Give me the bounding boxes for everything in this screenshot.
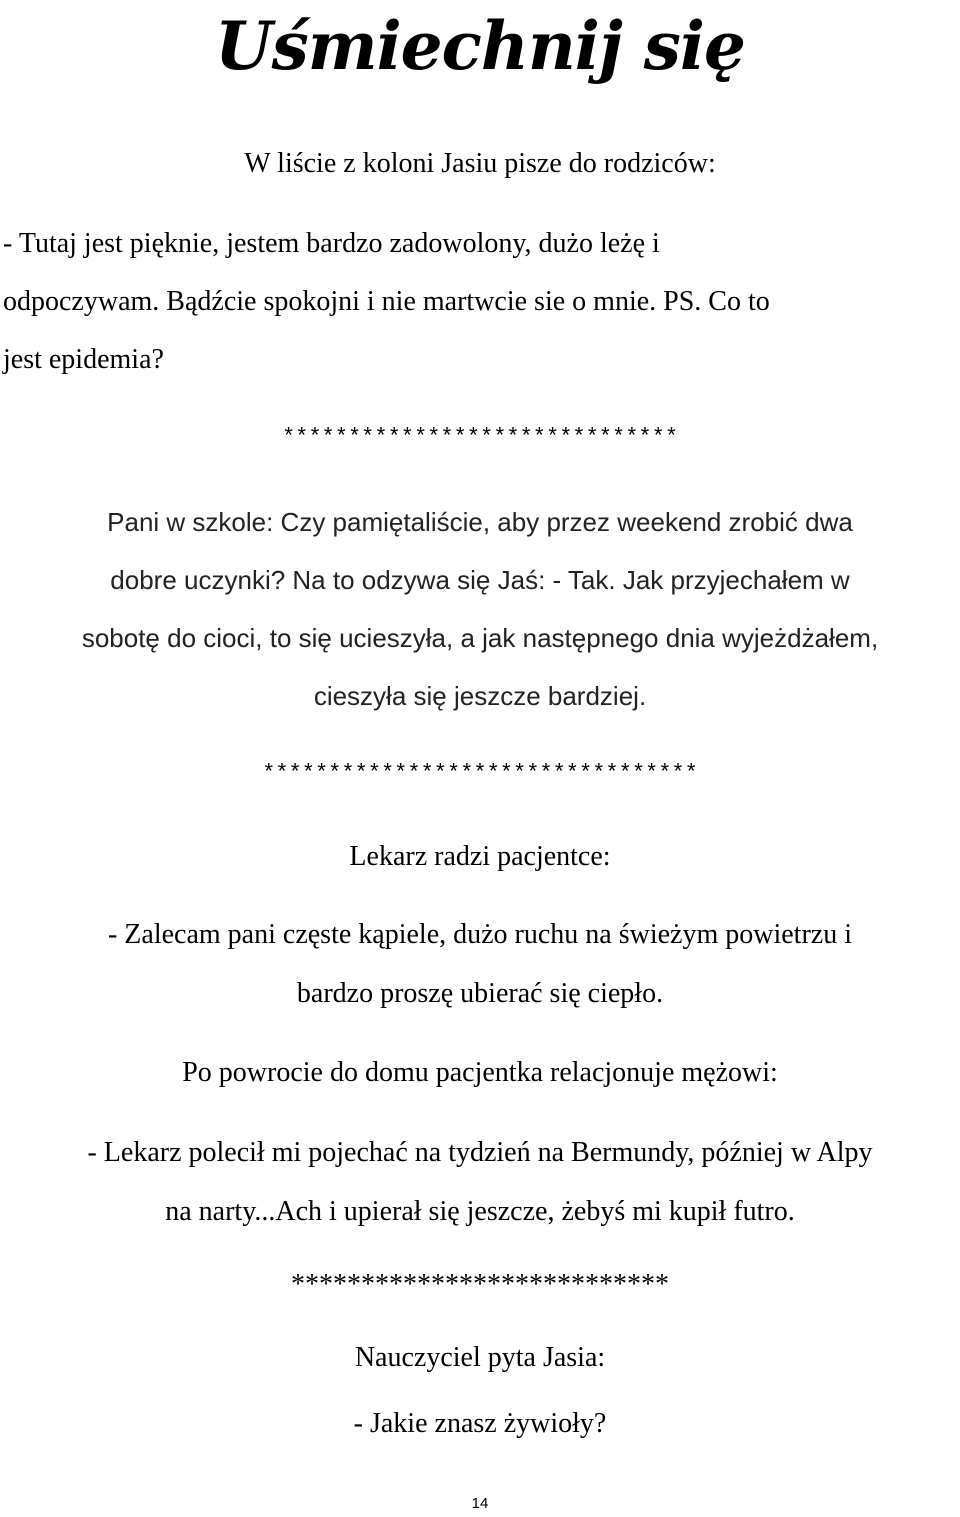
- joke3-follow-up: Po powrocie do domu pacjentka relacjonuje mężowi:: [182, 1057, 778, 1088]
- joke3-punchline-line-2: na narty...Ach i upierał się jeszcze, żebyś mi kupił futro.: [165, 1196, 795, 1227]
- joke4-question: - Jakie znasz żywioły?: [353, 1408, 607, 1439]
- page-number: 14: [471, 1495, 489, 1512]
- joke3-intro: Lekarz radzi pacjentce:: [349, 841, 611, 872]
- joke1-line-2: odpoczywam. Bądźcie spokojni i nie martwcie sie o mnie. PS. Co to: [3, 286, 770, 317]
- joke1-intro: W liście z koloni Jasiu pisze do rodziców:: [244, 148, 716, 179]
- joke3-advice-line-2: bardzo proszę ubierać się ciepło.: [296, 978, 664, 1009]
- joke4-intro: Nauczyciel pyta Jasia:: [354, 1342, 606, 1373]
- separator-3: ***************************: [291, 1269, 669, 1300]
- joke3-advice-line-1: - Zalecam pani częste kąpiele, dużo ruchu na świeżym powietrzu i: [107, 919, 852, 950]
- joke2-line-1: Pani w szkole: Czy pamiętaliście, aby przez weekend zrobić dwa: [107, 507, 853, 537]
- joke2-line-4: cieszyła się jeszcze bardziej.: [313, 681, 647, 711]
- separator-1: ******************************: [281, 425, 679, 450]
- joke2-line-3: sobotę do cioci, to się ucieszyła, a jak następnego dnia wyjeżdżałem,: [81, 623, 879, 653]
- separator-2: *********************************: [262, 761, 698, 786]
- joke1-line-1: - Tutaj jest pięknie, jestem bardzo zadowolony, dużo leżę i: [3, 228, 660, 259]
- page-title: Uśmiechnij się: [215, 7, 745, 85]
- joke3-punchline-line-1: - Lekarz polecił mi pojechać na tydzień na Bermundy, później w Alpy: [87, 1137, 873, 1168]
- joke2-line-2: dobre uczynki? Na to odzywa się Jaś: - Tak. Jak przyjechałem w: [110, 565, 850, 595]
- joke1-line-3: jest epidemia?: [3, 344, 164, 375]
